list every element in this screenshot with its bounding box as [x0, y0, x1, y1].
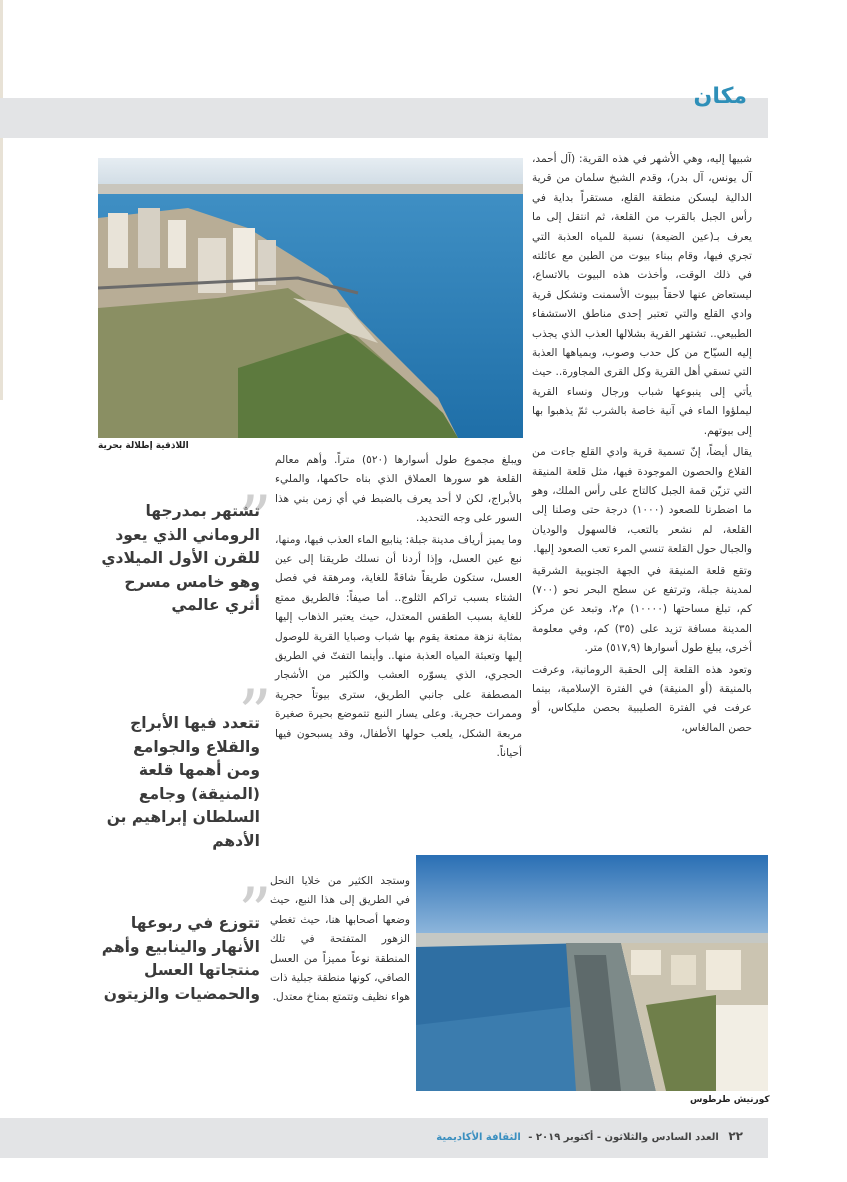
paragraph: ويبلغ مجموع طول أسوارها (٥٢٠) متراً. وأهم معالم القلعة هو سورها العملاق الذي بناه حاكمها، والمليء بالأبراج، لكن لا أحد يعرف بالضبط في أي زمن بني هذا السور على وجه التحديد. [275, 454, 523, 525]
paragraph: شبيها إليه، وهي الأشهر في هذه القرية: (آل أحمد، آل يونس، آل بدر)، وقدم الشيخ سلمان من قرية الدالية ليسكن منطقة القلع، مستقراً بداية في رأس الجبل بالقرب من القلعة، ثم انتقل إلى ما يعرف بـ(عين الضيعة) نسبة للمياه العذبة التي تجري فيها، وقام ببناء بيوت من الطين مع عائلته في ذلك الوقت، وأخذت هذه البيوت بالاتساع، ليستعاض عنها لاحقاً ببيوت الأسمنت وتشكل قرية وادي القلع والتي تعتبر إحدى مناطق الاستشفاء الطبيعي.. تشتهر القرية بشلالها العذب الذي يجذب إليه السيّاح من كل حدب وصوب، وبمياهها العذبة التي تسقي أهل القرية وكل القرى المجاورة.. حيث يأتي إلى ينبوعها شباب ورجال ونساء القرية ليملؤوا الماء في آنية خاصة بالشرب ثمّ يذهبوا بها إلى بيوتهم. [532, 153, 752, 437]
pull-quote-3: تتوزع في ربوعها الأنهار والينابيع وأهم منتجاتها العسل والحمضيات والزيتون [101, 914, 260, 1003]
caption-latakia: اللاذقية إطلالة بحرية [98, 441, 189, 451]
photo-latakia-image [98, 158, 523, 438]
article-column-middle [275, 451, 522, 766]
pull-quote-1: تشتهر بمدرجها الروماني الذي يعود للقرن الأول الميلادي وهو خامس مسرح أثري عالمي [101, 502, 260, 614]
footer [436, 1129, 743, 1143]
article-column-narrow [270, 872, 410, 1010]
photo-latakia-coast [98, 158, 523, 438]
article-column-right [532, 150, 752, 740]
quote-mark-icon: ” [238, 874, 272, 951]
issue-info: العدد السادس والثلاثون - أكتوبر ٢٠١٩ - [528, 1132, 719, 1143]
page-number: ٢٢ [728, 1129, 743, 1143]
photo-tartus-image [416, 855, 768, 1091]
quote-mark-icon: ” [238, 482, 272, 559]
section-title: مكان [693, 84, 747, 109]
page-edge-rule [0, 0, 3, 400]
paragraph: يقال أيضاً، إنّ تسمية قرية وادي القلع جاءت من القلاع والحصون الموجودة فيها، مثل قلعة المنيقة التي تزيّن قمة الجبل كالتاج على رأس الملك، وهو ما اضطرنا للصعود (١٠٠٠) درجة حتى وصلنا إلى القلعة، لم نشعر بالتعب، فالسهول والوديان والجبال حول القلعة تنسي المرء تعب الصعود إليها. [532, 446, 752, 556]
magazine-name: الثقافة الأكاديمية [436, 1132, 521, 1143]
quote-mark-icon: ” [238, 676, 272, 753]
paragraph: وتقع قلعة المنيقة في الجهة الجنوبية الشرقية لمدينة جبلة، وترتفع عن سطح البحر نحو (٧٠٠) كم، تبلغ مساحتها (١٠٠٠٠) م٢، وتبعد عن مركز المدينة مسافة تزيد على (٣٥) كم، وفي معلومة أخرى، يبلغ طول أسوارها (٥١٧,٩) متر. [532, 564, 753, 655]
pull-quote-2: تتعدد فيها الأبراج والقلاع والجوامع ومن أهمها قلعة (المنيقة) وجامع السلطان إبراهيم بن الأدهم [106, 714, 260, 850]
caption-corniche: كورنيش طرطوس [690, 1095, 770, 1105]
header-band [0, 98, 768, 138]
paragraph: وما يميز أرياف مدينة جبلة: ينابيع الماء العذب فيها، ومنها، نبع عين العسل، وإذا أردنا أن نسلك طريقنا إلى عين العسل، ستكون طريقاً شاقةً للغاية، ومرهقة في فصل الشتاء بسبب تراكم الثلوج.. أما صيفاً: فالطريق ممتع للغاية بسبب الطقس المعتدل، حيث يعتبر الذهاب إليها بمثابة نزهة ممتعة يقوم بها شباب وصبايا القرية للوصول إليها وتعبئة المياه العذبة منها.. وأينما التفتّ في الطريق الحجري، الذي يسوّره العشب والكثير من الأشجار المصطفة على جانبي الطريق، سترى بيوتاً حجرية وممرات حجرية. وعلى يسار النبع تتموضع بحيرة صغيرة مربعة الشكل، يلعب حولها الأطفال، وقد يسبحون فيها أحياناً. [274, 533, 522, 760]
paragraph: وستجد الكثير من خلايا النحل في الطريق إلى هذا النبع، حيث وضعها أصحابها هنا، حيث تغطي الزهور المتفتحة في تلك المنطقة نوعاً مميزاً من العسل الصافي، كونها منطقة جبلية ذات هواء نظيف وتتمتع بمناخ معتدل. [270, 875, 410, 1004]
paragraph: وتعود هذه القلعة إلى الحقبة الرومانية، وعرفت بالمنيقة (أو المنيقة) في الفترة الإسلامية، بينما عرفت في الفترة الصليبية بحصن مليكاس، أو حصن المالغاس، [532, 663, 752, 734]
photo-tartus-corniche [416, 855, 768, 1091]
